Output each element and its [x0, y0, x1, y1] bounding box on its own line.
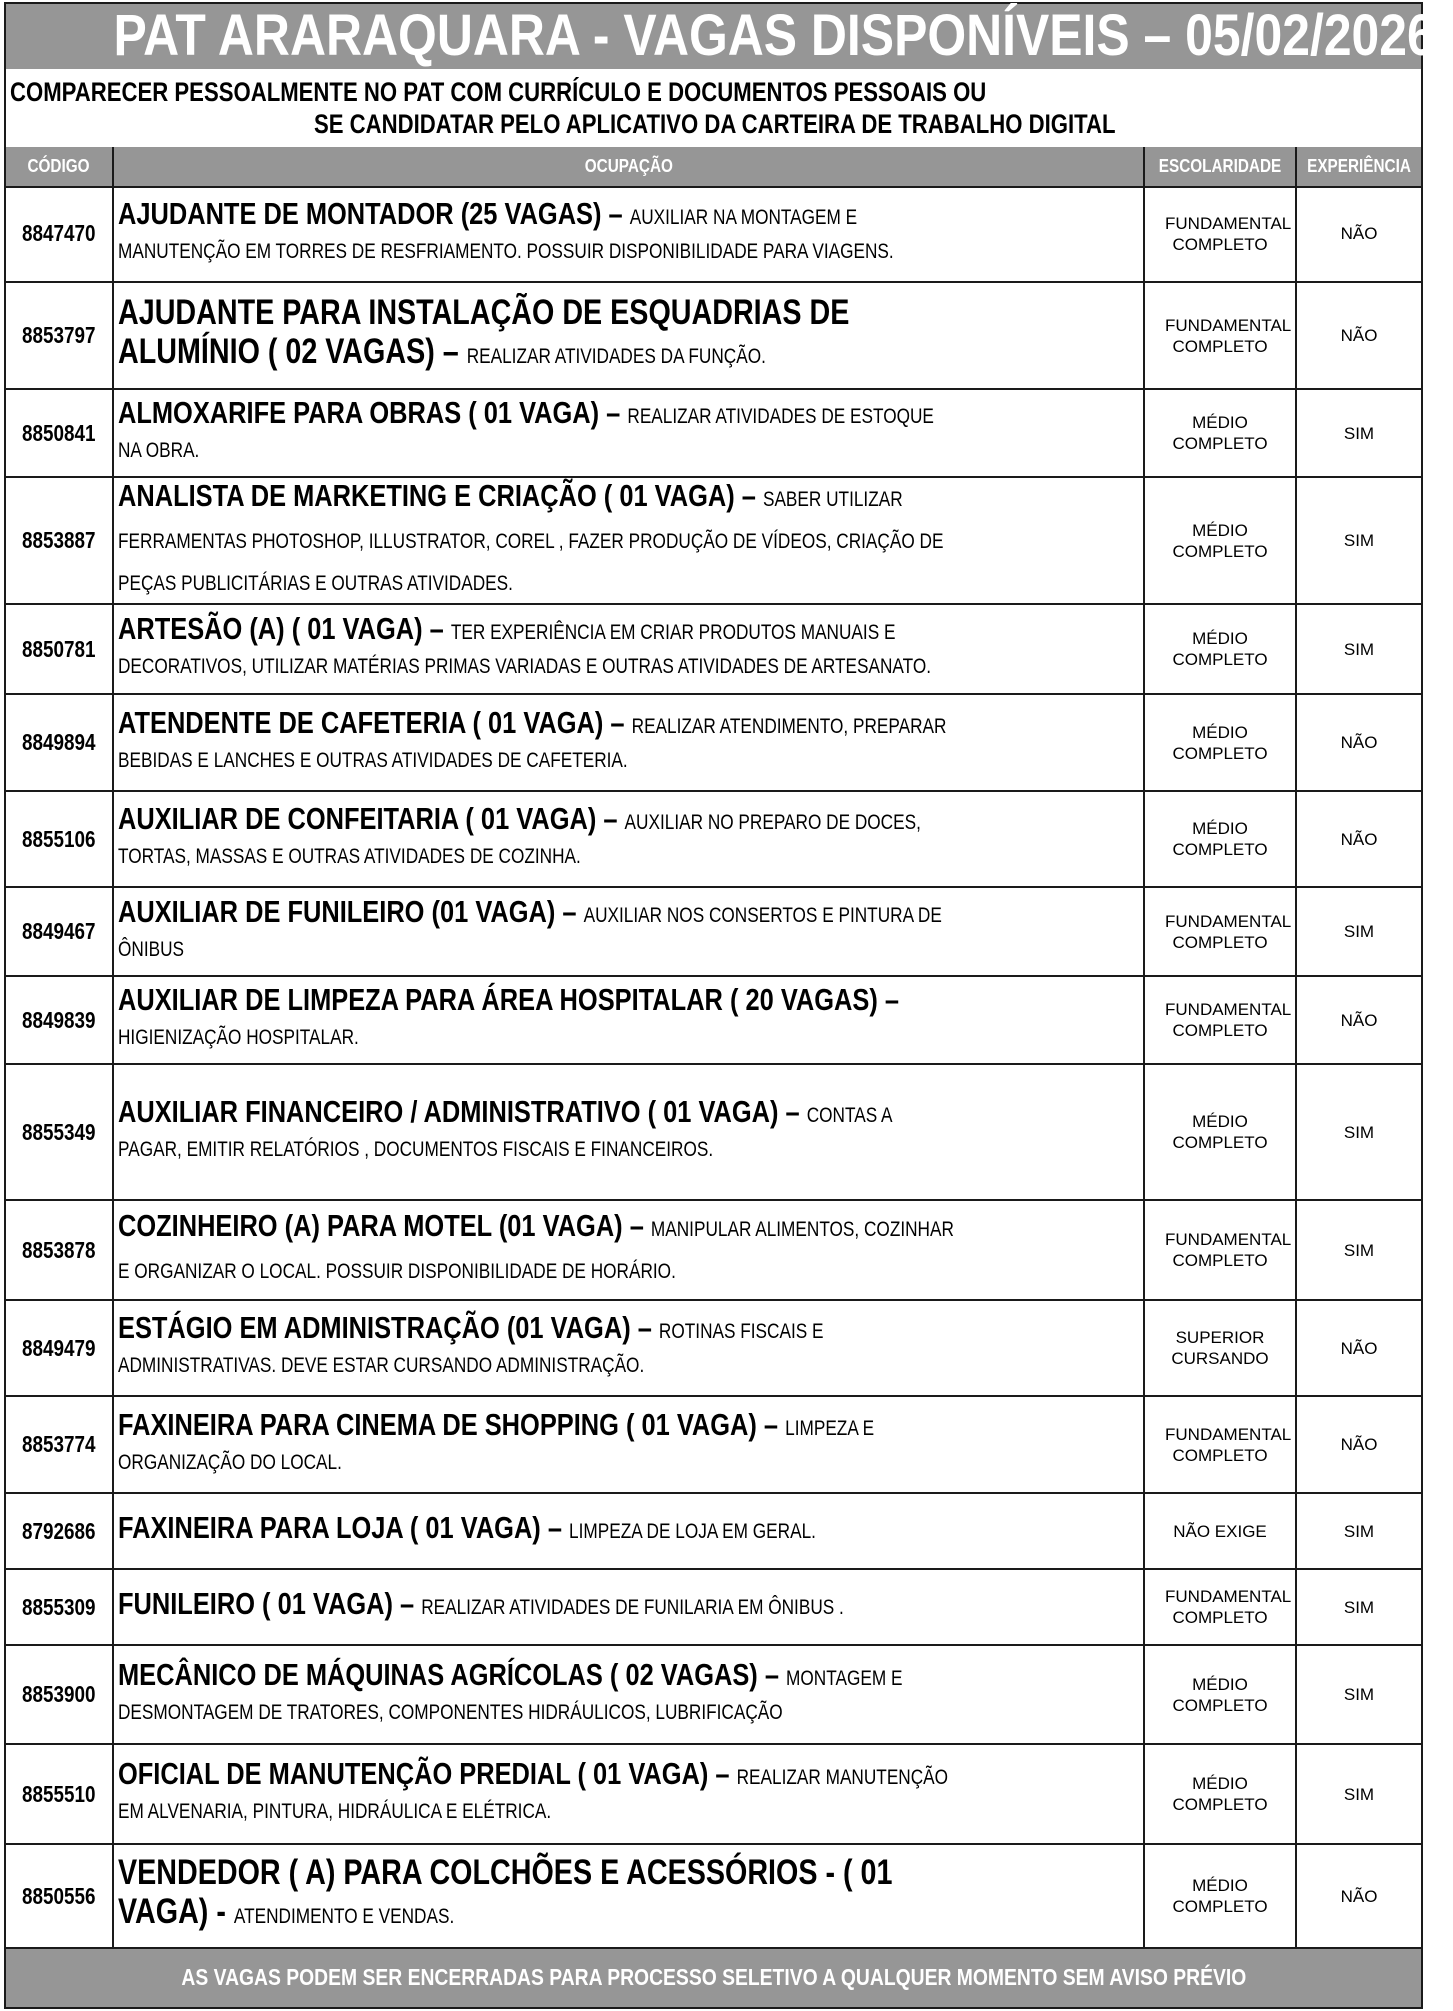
job-education: MÉDIO COMPLETO	[1172, 1774, 1268, 1814]
job-description: AUXILIAR NOS CONSERTOS E PINTURA DE ÔNIBUS	[118, 903, 942, 961]
job-experience: NÃO	[1340, 1338, 1378, 1358]
job-education-cell	[1145, 1745, 1297, 1843]
job-occupation-cell	[114, 1065, 1145, 1199]
job-title: OFICIAL DE MANUTENÇÃO PREDIAL ( 01 VAGA) –	[118, 1756, 737, 1791]
job-code-cell	[6, 605, 114, 693]
job-occupation-text	[118, 397, 959, 469]
table-row	[6, 888, 1421, 977]
column-header-occupation	[114, 147, 1145, 186]
job-code: 8855349	[22, 1118, 96, 1145]
table-row	[6, 186, 1421, 283]
job-title: ARTESÃO (A) ( 01 VAGA) –	[118, 611, 451, 646]
job-code: 8849894	[22, 729, 96, 755]
job-education-cell	[1145, 695, 1297, 790]
job-experience: SIM	[1343, 1122, 1375, 1142]
job-education: FUNDAMENTAL COMPLETO	[1165, 1230, 1292, 1270]
job-code-cell	[6, 478, 114, 603]
job-code-cell	[6, 1646, 114, 1743]
table-row	[6, 1301, 1421, 1397]
job-description: LIMPEZA DE LOJA EM GERAL.	[569, 1520, 816, 1543]
job-occupation-cell	[114, 977, 1145, 1063]
title-band	[6, 3, 1435, 71]
job-code: 8850781	[22, 635, 96, 662]
job-occupation-cell	[114, 1646, 1145, 1743]
job-title: MECÂNICO DE MÁQUINAS AGRÍCOLAS ( 02 VAGAS) –	[118, 1656, 787, 1692]
job-occupation-cell	[114, 695, 1145, 790]
job-occupation-cell	[114, 1301, 1145, 1395]
job-title: AJUDANTE DE MONTADOR (25 VAGAS) –	[118, 195, 630, 231]
job-title: ATENDENTE DE CAFETERIA ( 01 VAGA) –	[118, 704, 632, 740]
job-education: MÉDIO COMPLETO	[1172, 629, 1268, 669]
job-occupation-text	[118, 1853, 959, 1935]
job-code: 8792686	[22, 1517, 96, 1544]
job-experience: SIM	[1343, 1521, 1375, 1541]
job-occupation-text	[118, 613, 959, 685]
job-code-cell	[6, 390, 114, 476]
job-code-cell	[6, 1570, 114, 1644]
job-education-cell	[1145, 605, 1297, 693]
job-education: FUNDAMENTAL COMPLETO	[1165, 315, 1292, 356]
job-title: FUNILEIRO ( 01 VAGA) –	[118, 1586, 422, 1621]
job-description: SABER UTILIZAR FERRAMENTAS PHOTOSHOP, ILLUSTRATOR, COREL , FAZER PRODUÇÃO DE VÍDEOS, CRIAÇÃO DE PEÇAS PUBLICITÁRIAS E OUTRAS ATIVIDADES.	[118, 487, 944, 595]
job-code-cell	[6, 977, 114, 1063]
job-occupation-cell	[114, 1397, 1145, 1492]
job-experience: SIM	[1343, 1784, 1375, 1804]
job-description: TER EXPERIÊNCIA EM CRIAR PRODUTOS MANUAIS E DECORATIVOS, UTILIZAR MATÉRIAS PRIMAS VARIADAS E OUTRAS ATIVIDADES DE ARTESANATO.	[118, 621, 932, 678]
job-occupation-cell	[114, 605, 1145, 693]
job-experience-cell	[1297, 1745, 1421, 1843]
job-education-cell	[1145, 1570, 1297, 1644]
job-code-cell	[6, 1397, 114, 1492]
job-experience: NÃO	[1340, 326, 1378, 345]
job-occupation-cell	[114, 1570, 1145, 1644]
job-description: ATENDIMENTO E VENDAS.	[233, 1905, 455, 1928]
job-title: ALMOXARIFE PARA OBRAS ( 01 VAGA) –	[118, 395, 628, 430]
job-experience: NÃO	[1340, 733, 1378, 752]
table-header	[6, 147, 1421, 188]
table-row	[6, 605, 1421, 695]
job-code-cell	[6, 792, 114, 886]
job-occupation-text	[118, 1312, 959, 1384]
job-education-cell	[1145, 1646, 1297, 1743]
job-title: AUXILIAR DE FUNILEIRO (01 VAGA) –	[118, 893, 584, 929]
job-experience-cell	[1297, 1397, 1421, 1492]
table-row	[6, 1570, 1421, 1646]
job-education: MÉDIO COMPLETO	[1172, 413, 1268, 453]
job-education: MÉDIO COMPLETO	[1172, 520, 1268, 561]
column-header-experience-text: EXPERIÊNCIA	[1307, 156, 1411, 176]
job-experience-cell	[1297, 1301, 1421, 1395]
job-description: REALIZAR ATIVIDADES DE ESTOQUE NA OBRA.	[118, 405, 934, 462]
job-code-cell	[6, 1065, 114, 1199]
job-education: NÃO EXIGE	[1173, 1521, 1267, 1541]
job-code: 8853797	[22, 322, 96, 348]
job-education: FUNDAMENTAL COMPLETO	[1165, 1587, 1292, 1627]
job-occupation-cell	[114, 478, 1145, 603]
job-experience: SIM	[1343, 1685, 1375, 1704]
job-code-cell	[6, 186, 114, 281]
job-occupation-text	[118, 478, 959, 603]
job-occupation-text	[118, 1206, 959, 1294]
job-title: ESTÁGIO EM ADMINISTRAÇÃO (01 VAGA) –	[118, 1310, 659, 1345]
job-experience-cell	[1297, 478, 1421, 603]
job-title: AUXILIAR FINANCEIRO / ADMINISTRATIVO ( 01 VAGA) –	[118, 1094, 807, 1129]
job-code: 8849839	[22, 1006, 96, 1033]
table-row	[6, 1201, 1421, 1301]
job-experience: SIM	[1343, 1597, 1375, 1617]
job-code-cell	[6, 283, 114, 388]
table-row	[6, 478, 1421, 605]
job-education-cell	[1145, 1845, 1297, 1947]
job-experience-cell	[1297, 186, 1421, 281]
job-title: FAXINEIRA PARA CINEMA DE SHOPPING ( 01 VAGA) –	[118, 1406, 786, 1442]
job-description: REALIZAR MANUTENÇÃO EM ALVENARIA, PINTURA, HIDRÁULICA E ELÉTRICA.	[118, 1766, 949, 1823]
job-education: MÉDIO COMPLETO	[1172, 1112, 1268, 1152]
job-occupation-cell	[114, 888, 1145, 975]
column-header-experience	[1297, 147, 1421, 186]
job-experience-cell	[1297, 792, 1421, 886]
job-description: CONTAS A PAGAR, EMITIR RELATÓRIOS , DOCUMENTOS FISCAIS E FINANCEIROS.	[118, 1104, 892, 1161]
job-experience-cell	[1297, 283, 1421, 388]
job-occupation-cell	[114, 1745, 1145, 1843]
job-education-cell	[1145, 1397, 1297, 1492]
job-education-cell	[1145, 888, 1297, 975]
vacancy-sheet	[4, 2, 1435, 2009]
job-occupation-cell	[114, 1201, 1145, 1299]
job-education-cell	[1145, 478, 1297, 603]
job-occupation-text	[118, 803, 959, 875]
job-title: AJUDANTE PARA INSTALAÇÃO DE ESQUADRIAS DE ALUMÍNIO ( 02 VAGAS) –	[118, 292, 850, 371]
job-occupation-text	[118, 704, 959, 779]
job-education: MÉDIO COMPLETO	[1172, 1876, 1268, 1916]
job-education-cell	[1145, 390, 1297, 476]
job-code: 8855309	[22, 1593, 96, 1620]
job-experience-cell	[1297, 888, 1421, 975]
job-education: SUPERIOR CURSANDO	[1171, 1328, 1269, 1368]
job-experience-cell	[1297, 1845, 1421, 1947]
job-education-cell	[1145, 977, 1297, 1063]
job-occupation-cell	[114, 283, 1145, 388]
job-code: 8850556	[22, 1882, 96, 1909]
job-occupation-text	[118, 1512, 959, 1550]
job-code: 8853900	[22, 1681, 96, 1707]
job-experience: NÃO	[1340, 224, 1378, 243]
job-occupation-cell	[114, 186, 1145, 281]
job-description: MONTAGEM E DESMONTAGEM DE TRATORES, COMPONENTES HIDRÁULICOS, LUBRIFICAÇÃO	[118, 1666, 903, 1724]
job-experience-cell	[1297, 1201, 1421, 1299]
job-education-cell	[1145, 792, 1297, 886]
column-header-education	[1145, 147, 1297, 186]
job-experience-cell	[1297, 605, 1421, 693]
job-description: AUXILIAR NA MONTAGEM E MANUTENÇÃO EM TORRES DE RESFRIAMENTO. POSSUIR DISPONIBILIDADE PARA VIAGENS.	[118, 205, 894, 263]
job-code: 8853878	[22, 1236, 96, 1263]
job-code: 8853774	[22, 1431, 96, 1457]
job-occupation-text	[118, 1758, 959, 1830]
job-code: 8849467	[22, 918, 96, 944]
page-title-text: PAT ARARAQUARA - VAGAS DISPONÍVEIS – 05/02/2026	[113, 3, 1435, 68]
job-experience-cell	[1297, 390, 1421, 476]
job-experience-cell	[1297, 977, 1421, 1063]
job-education-cell	[1145, 283, 1297, 388]
job-code-cell	[6, 888, 114, 975]
page-title	[6, 3, 1435, 68]
job-title: ANALISTA DE MARKETING E CRIAÇÃO ( 01 VAGA) –	[118, 478, 763, 513]
job-title: AUXILIAR DE LIMPEZA PARA ÁREA HOSPITALAR ( 20 VAGAS) –	[118, 982, 900, 1017]
column-header-code	[6, 147, 114, 186]
job-education-cell	[1145, 1494, 1297, 1568]
job-occupation-text	[118, 1588, 959, 1626]
table-row	[6, 695, 1421, 792]
job-code-cell	[6, 695, 114, 790]
job-title: VENDEDOR ( A) PARA COLCHÕES E ACESSÓRIOS - ( 01 VAGA) -	[118, 1853, 893, 1931]
job-code-cell	[6, 1301, 114, 1395]
job-occupation-cell	[114, 390, 1145, 476]
table-row	[6, 283, 1421, 390]
job-education: MÉDIO COMPLETO	[1172, 819, 1268, 859]
job-education-cell	[1145, 1201, 1297, 1299]
job-description: AUXILIAR NO PREPARO DE DOCES, TORTAS, MASSAS E OUTRAS ATIVIDADES DE COZINHA.	[118, 811, 921, 868]
job-code: 8850841	[22, 419, 96, 446]
table-row	[6, 792, 1421, 888]
instructions-line-1: COMPARECER PESSOALMENTE NO PAT COM CURRÍCULO E DOCUMENTOS PESSOAIS OU	[10, 77, 987, 107]
job-occupation-text	[118, 1656, 959, 1731]
job-occupation-text	[118, 984, 959, 1056]
job-title: FAXINEIRA PARA LOJA ( 01 VAGA) –	[118, 1510, 570, 1545]
job-education: FUNDAMENTAL COMPLETO	[1165, 911, 1292, 952]
job-code-cell	[6, 1745, 114, 1843]
job-occupation-cell	[114, 1494, 1145, 1568]
footer-text-content: AS VAGAS PODEM SER ENCERRADAS PARA PROCESSO SELETIVO A QUALQUER MOMENTO SEM AVISO PRÉVIO	[181, 1964, 1246, 1990]
column-header-code-text: CÓDIGO	[27, 156, 91, 176]
job-education: FUNDAMENTAL COMPLETO	[1165, 1000, 1292, 1040]
job-code: 8855510	[22, 1780, 96, 1807]
job-code: 8853887	[22, 527, 96, 553]
job-code: 8849479	[22, 1334, 96, 1361]
job-experience: NÃO	[1340, 829, 1378, 849]
job-occupation-text	[118, 292, 959, 375]
job-experience: SIM	[1343, 922, 1375, 941]
footer-text	[6, 1963, 1421, 1991]
job-education-cell	[1145, 1065, 1297, 1199]
job-occupation-cell	[114, 792, 1145, 886]
job-experience: NÃO	[1340, 1010, 1378, 1030]
job-education: FUNDAMENTAL COMPLETO	[1165, 1424, 1292, 1465]
job-experience-cell	[1297, 1646, 1421, 1743]
footer-notice	[6, 1949, 1421, 2007]
table-row	[6, 390, 1421, 478]
job-code-cell	[6, 1201, 114, 1299]
job-code-cell	[6, 1494, 114, 1568]
job-description: ROTINAS FISCAIS E ADMINISTRATIVAS. DEVE ESTAR CURSANDO ADMINISTRAÇÃO.	[118, 1320, 824, 1377]
column-header-occupation-text: OCUPAÇÃO	[584, 156, 673, 176]
job-occupation-text	[118, 1406, 959, 1481]
job-occupation-text	[118, 195, 959, 270]
job-experience-cell	[1297, 695, 1421, 790]
job-education: MÉDIO COMPLETO	[1172, 1674, 1268, 1715]
table-row	[6, 977, 1421, 1065]
job-experience-cell	[1297, 1570, 1421, 1644]
job-description: REALIZAR ATENDIMENTO, PREPARAR BEBIDAS E LANCHES E OUTRAS ATIVIDADES DE CAFETERIA.	[118, 714, 947, 772]
job-code-cell	[6, 1845, 114, 1947]
job-experience: NÃO	[1340, 1435, 1378, 1454]
job-experience-cell	[1297, 1065, 1421, 1199]
job-experience: NÃO	[1340, 1886, 1378, 1906]
job-description: MANIPULAR ALIMENTOS, COZINHAR E ORGANIZAR O LOCAL. POSSUIR DISPONIBILIDADE DE HORÁRIO.	[118, 1218, 954, 1283]
table-row	[6, 1845, 1421, 1949]
instructions-box	[6, 69, 1421, 149]
job-experience: SIM	[1343, 423, 1375, 443]
job-description: HIGIENIZAÇÃO HOSPITALAR.	[118, 1026, 359, 1049]
job-occupation-text	[118, 893, 959, 968]
table-row	[6, 1646, 1421, 1745]
job-code: 8855106	[22, 825, 96, 852]
job-experience: SIM	[1343, 639, 1375, 659]
job-education: MÉDIO COMPLETO	[1172, 722, 1268, 763]
job-description: REALIZAR ATIVIDADES DA FUNÇÃO.	[466, 344, 766, 368]
job-description: LIMPEZA E ORGANIZAÇÃO DO LOCAL.	[118, 1416, 875, 1474]
table-row	[6, 1494, 1421, 1570]
column-header-education-text: ESCOLARIDADE	[1158, 156, 1282, 176]
job-experience: SIM	[1343, 1240, 1375, 1260]
job-education: FUNDAMENTAL COMPLETO	[1165, 213, 1292, 254]
job-title: AUXILIAR DE CONFEITARIA ( 01 VAGA) –	[118, 801, 625, 836]
job-code: 8847470	[22, 220, 96, 246]
job-occupation-cell	[114, 1845, 1145, 1947]
job-description: REALIZAR ATIVIDADES DE FUNILARIA EM ÔNIBUS .	[421, 1596, 844, 1619]
job-occupation-text	[118, 1096, 959, 1168]
job-experience-cell	[1297, 1494, 1421, 1568]
job-education-cell	[1145, 186, 1297, 281]
job-education-cell	[1145, 1301, 1297, 1395]
table-row	[6, 1065, 1421, 1201]
job-title: COZINHEIRO (A) PARA MOTEL (01 VAGA) –	[118, 1208, 651, 1243]
job-experience: SIM	[1343, 531, 1375, 550]
table-row	[6, 1397, 1421, 1494]
instructions-line-2: SE CANDIDATAR PELO APLICATIVO DA CARTEIRA DE TRABALHO DIGITAL	[314, 109, 1116, 139]
table-row	[6, 1745, 1421, 1845]
